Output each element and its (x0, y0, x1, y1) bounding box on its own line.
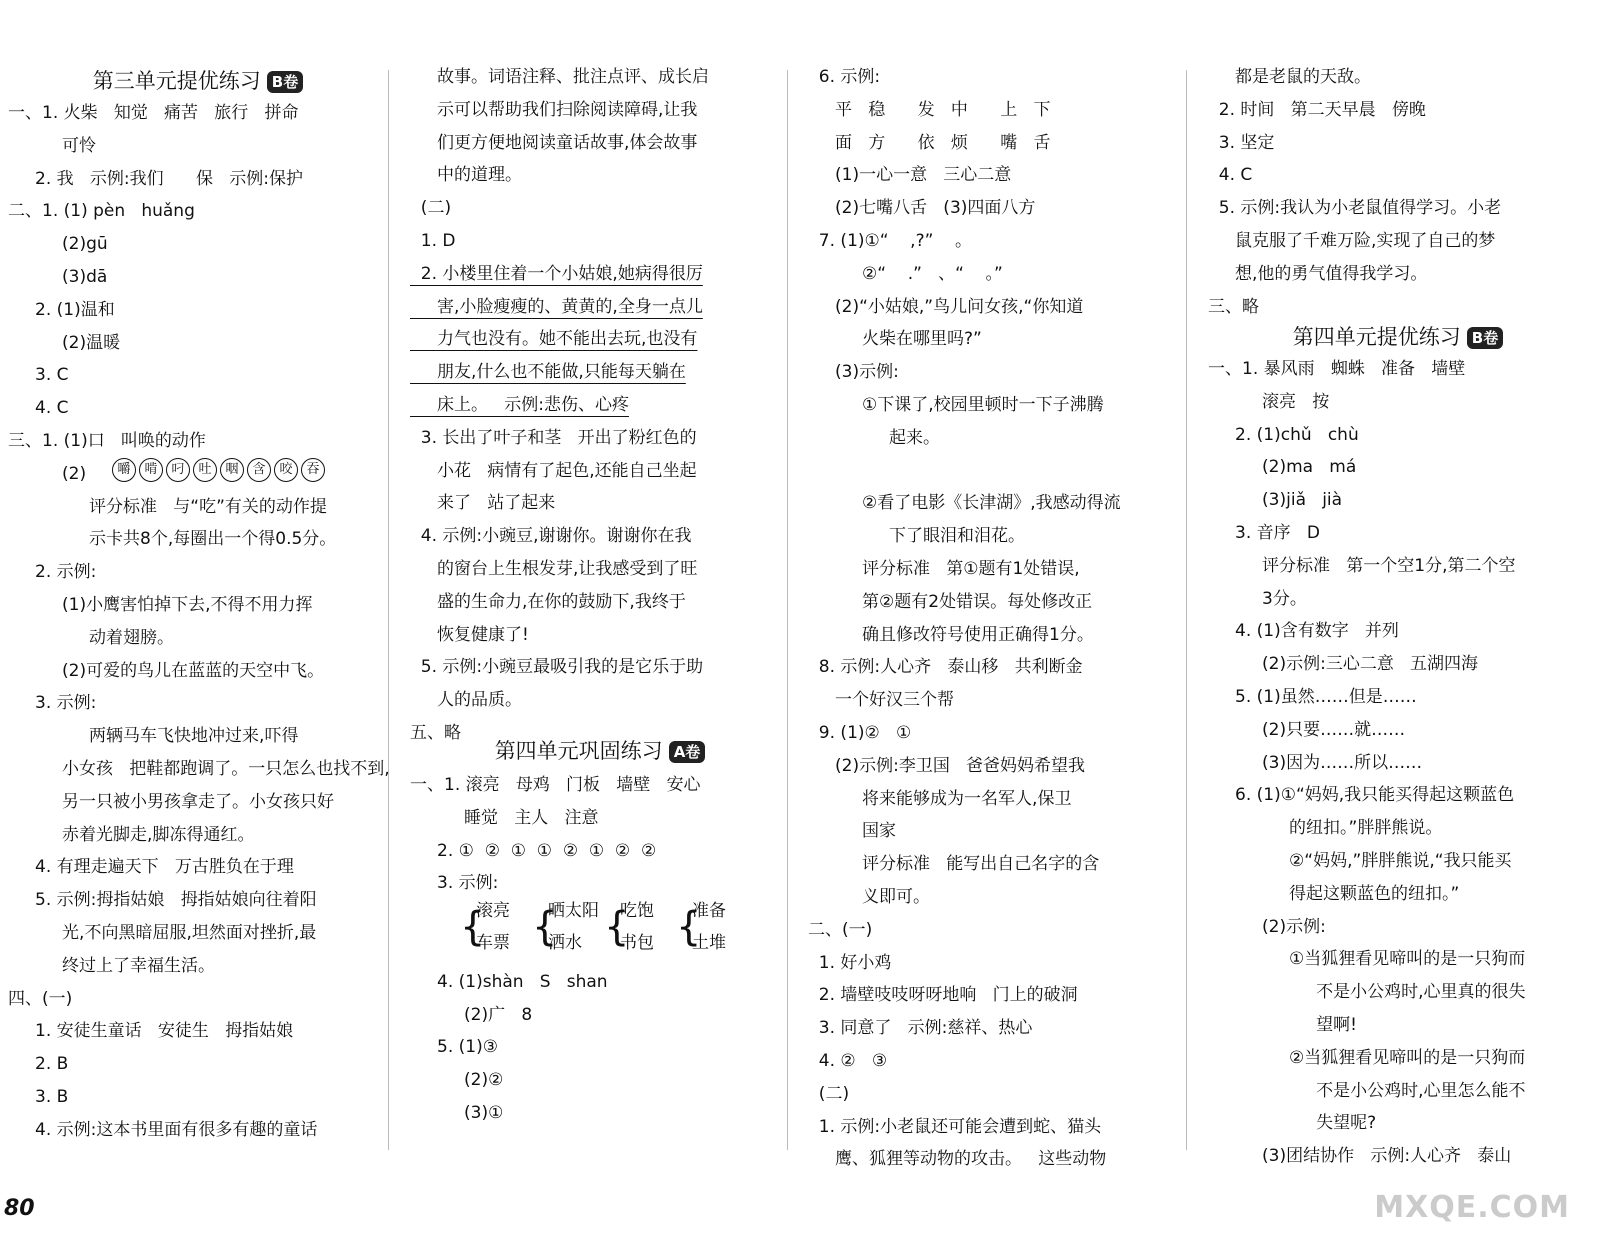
answer-line: 3分。 (1208, 588, 1307, 609)
answer-line: 两辆马车飞快地冲过来,吓得 (8, 726, 299, 747)
circled-char: 嚼 (112, 458, 136, 482)
badge-a: A卷 (669, 741, 706, 763)
answer-line: 2. B (8, 1054, 69, 1075)
answer-line: 动着翅膀。 (8, 627, 175, 648)
answer-line: 4. (1)含有数字 并列 (1208, 621, 1399, 642)
answer-line: 1. D (410, 231, 456, 251)
answer-line: 2. (1)温和 (8, 299, 115, 320)
answer-line: 1. 好小鸡 (808, 952, 892, 973)
answer-line: (二) (410, 198, 452, 219)
answer-line: 赤着光脚走,脚冻得通红。 (8, 824, 255, 845)
answer-line: (3)因为……所以…… (1208, 752, 1423, 773)
circled-chars-row (112, 458, 328, 482)
answer-line: 2. 墙壁吱吱呀呀地响 门上的破洞 (808, 985, 1078, 1006)
answer-line: (2)温暖 (8, 332, 121, 353)
brace-word: 书包 (620, 933, 654, 953)
badge-b: B卷 (267, 71, 303, 93)
answer-line: (1)一心一意 三心二意 (808, 165, 1012, 186)
answer-line: 起来。 (808, 427, 941, 448)
answer-line: 都是老鼠的天敌。 (1208, 67, 1372, 87)
answer-line: 1. 示例:小老鼠还可能会遭到蛇、猫头 (808, 1116, 1102, 1137)
answer-line: 评分标准 第一个空1分,第二个空 (1208, 555, 1516, 576)
answer-line: (3)团结协作 示例:人心齐 泰山 (1208, 1146, 1512, 1167)
circled-char: 叼 (166, 458, 190, 482)
answer-line: 2. 时间 第二天早晨 傍晚 (1208, 99, 1426, 120)
answer-line: 四、(一) (8, 988, 73, 1009)
brace-word: 滚亮 (476, 901, 510, 921)
answer-line: 一、1. 暴风雨 蜘蛛 准备 墙壁 (1208, 359, 1466, 379)
brace-word: 土堆 (692, 933, 726, 953)
answer-line: 8. 示例:人心齐 泰山移 共利断金 (808, 657, 1083, 678)
answer-line: (2)广 8 (410, 1004, 533, 1025)
answer-line: 4. C (8, 398, 69, 419)
answer-line: (3)示例: (808, 362, 899, 383)
answer-line: ①下课了,校园里顿时一下子沸腾 (808, 395, 1104, 415)
brace-mark: { (676, 904, 702, 950)
answer-line: (2)只要……就…… (1208, 719, 1406, 740)
answer-line: 2. (1)chǔ chù (1208, 424, 1359, 445)
answer-line: 五、略 (410, 723, 461, 743)
answer-line: (1)小鹰害怕掉下去,不得不用力挥 (8, 595, 313, 615)
answer-line: 3. 音序 D (1208, 523, 1320, 543)
answer-line: (2)ma má (1208, 457, 1357, 478)
answer-line: 3. 同意了 示例:慈祥、热心 (808, 1018, 1033, 1039)
answer-line: 失望呢? (1208, 1113, 1377, 1134)
answer-line: 2. ① ② ① ① ② ① ② ② (410, 840, 657, 861)
answer-line: 不是小公鸡时,心里真的很失 (1208, 982, 1526, 1003)
answer-line: 不是小公鸡时,心里怎么能不 (1208, 1080, 1526, 1101)
answer-line: 7. (1)①“ ,?” 。 (808, 231, 973, 251)
column-divider (787, 70, 788, 1150)
answer-line: 第②题有2处错误。每处修改正 (808, 591, 1093, 612)
answer-line: 人的品质。 (410, 690, 523, 711)
answer-line: 示可以帮助我们扫除阅读障碍,让我 (410, 99, 698, 120)
answer-line: 故事。词语注释、批注点评、成长启 (410, 67, 710, 87)
answer-line: 3. 坚定 (1208, 132, 1275, 153)
brace-mark: { (460, 904, 486, 950)
section-title: 第三单元提优练习 (92, 69, 261, 93)
answer-line: 另一只被小男孩拿走了。小女孩只好 (8, 791, 335, 812)
answer-line: 2. 我 示例:我们 保 示例:保护 (8, 168, 303, 189)
answer-line: 平 稳 发 中 上 下 (808, 99, 1051, 120)
answer-line: 6. (1)①“妈妈,我只能买得起这颗蓝色 (1208, 785, 1515, 806)
answer-line: 5. 示例:小豌豆最吸引我的是它乐于助 (410, 657, 704, 678)
brace-mark: { (532, 904, 558, 950)
answer-line: 5. 示例:我认为小老鼠值得学习。小老 (1208, 198, 1502, 219)
answer-line: 4. (1)shàn S shan (410, 971, 608, 992)
answer-line: 评分标准 第①题有1处错误, (808, 559, 1080, 579)
circled-char: 吐 (193, 458, 217, 482)
answer-line: 二、1. (1) pèn huǎng (8, 201, 195, 222)
answer-line: 力气也没有。她不能出去玩,也没有 (410, 329, 698, 350)
answer-line: 可怜 (8, 135, 97, 156)
answer-line: 鼠克服了千难万险,实现了自己的梦 (1208, 231, 1496, 251)
circled-char: 含 (247, 458, 271, 482)
answer-line: 一个好汉三个帮 (808, 690, 955, 711)
answer-line: 4. 有理走遍天下 万古胜负在于理 (8, 857, 294, 878)
answer-line: (2)示例: (1208, 916, 1326, 937)
answer-line: ②看了电影《长津湖》,我感动得流 (808, 493, 1121, 514)
answer-line: ②“ .” 、“ 。” (808, 263, 1003, 284)
answer-line: 4. C (1208, 165, 1253, 186)
answer-line: (2)七嘴八舌 (3)四面八方 (808, 198, 1036, 219)
answer-line: (2)② (410, 1070, 504, 1091)
answer-line: 3. C (8, 365, 69, 386)
answer-line: 朋友,什么也不能做,只能每天躺在 (410, 362, 686, 383)
answer-line: (2)示例:李卫国 爸爸妈妈希望我 (808, 755, 1086, 776)
brace-word: 准备 (692, 901, 726, 921)
section-heading-unit4-b (1208, 320, 1588, 354)
column-divider (1186, 70, 1187, 1150)
answer-line: 二、(一) (808, 919, 873, 940)
answer-line: 评分标准 能写出自己名字的含 (808, 854, 1100, 875)
answer-line: 5. (1)虽然……但是…… (1208, 687, 1417, 707)
column-divider (388, 70, 389, 1150)
brace-word: 洒水 (548, 933, 582, 953)
answer-line: (3)dā (8, 267, 108, 287)
answer-line: 6. 示例: (808, 67, 881, 87)
answer-line: 1. 安徒生童话 安徒生 拇指姑娘 (8, 1021, 294, 1042)
answer-line: 一、1. 火柴 知觉 痛苦 旅行 拼命 (8, 103, 299, 123)
answer-line: 三、1. (1)口 叫唤的动作 (8, 431, 206, 451)
answer-line: 将来能够成为一名军人,保卫 (808, 788, 1072, 809)
answer-line: 得起这颗蓝色的纽扣。” (1208, 883, 1460, 904)
brace-word: 晒太阳 (548, 901, 599, 921)
brace-word: 车票 (476, 933, 510, 953)
answer-line: 小花 病情有了起色,还能自己坐起 (410, 460, 697, 481)
answer-line: 床上。 示例:悲伤、心疼 (410, 395, 629, 415)
answer-line: 小女孩 把鞋都跑调了。一只怎么也找不到, (8, 759, 390, 779)
answer-line: 望啊! (1208, 1015, 1357, 1035)
page-number: 80 (4, 1196, 35, 1221)
answer-line: 示卡共8个,每圈出一个得0.5分。 (8, 529, 337, 550)
answer-line: (2)可爱的鸟儿在蓝蓝的天空中飞。 (8, 660, 325, 681)
answer-line: ①当狐狸看见啼叫的是一只狗而 (1208, 949, 1526, 970)
brace-word: 吃饱 (620, 901, 654, 921)
answer-line: 一、1. 滚亮 母鸡 门板 墙壁 安心 (410, 775, 701, 795)
answer-line: (3)① (410, 1103, 504, 1123)
circled-char: 啃 (139, 458, 163, 482)
answer-line: 4. 示例:小豌豆,谢谢你。谢谢你在我 (410, 526, 692, 547)
answer-line: 9. (1)② ① (808, 723, 912, 743)
answer-line: ②“妈妈,”胖胖熊说,“我只能买 (1208, 851, 1512, 871)
answer-line: 3. 示例: (8, 693, 97, 714)
answer-line: 中的道理。 (410, 165, 523, 186)
answer-line: 义即可。 (808, 887, 931, 907)
answer-line: 滚亮 按 (1208, 391, 1330, 412)
answer-line: (2) (8, 463, 87, 484)
answer-line: 想,他的勇气值得我学习。 (1208, 263, 1428, 284)
answer-line: 3. B (8, 1087, 69, 1107)
answer-line: 终过上了幸福生活。 (8, 955, 216, 976)
answer-line: (二) (808, 1083, 850, 1104)
answer-line: 5. (1)③ (410, 1037, 498, 1058)
answer-line: 国家 (808, 821, 897, 842)
answer-line: 的窗台上生根发芽,让我感受到了旺 (410, 559, 698, 579)
answer-line: 害,小脸瘦瘦的、黄黄的,全身一点儿 (410, 296, 703, 317)
answer-line: 三、略 (1208, 296, 1259, 317)
circled-char: 吞 (301, 458, 325, 482)
answer-line: 鹰、狐狸等动物的攻击。 这些动物 (808, 1149, 1107, 1170)
answer-line: 睡觉 主人 注意 (410, 807, 599, 828)
answer-line: 4. 示例:这本书里面有很多有趣的童话 (8, 1119, 318, 1140)
answer-line: 火柴在哪里吗?” (808, 329, 982, 350)
answer-line: 来了 站了起来 (410, 493, 556, 514)
answer-line: 3. 示例: (410, 873, 499, 894)
watermark: MXQE.COM (1374, 1190, 1570, 1225)
answer-line: (2)示例:三心二意 五湖四海 (1208, 654, 1479, 675)
answer-line: 3. 长出了叶子和茎 开出了粉红色的 (410, 427, 697, 448)
answer-line: 下了眼泪和泪花。 (808, 526, 1026, 547)
answer-line: (2)“小姑娘,”鸟儿问女孩,“你知道 (808, 296, 1084, 317)
answer-line: 们更方便地阅读童话故事,体会故事 (410, 132, 698, 153)
circled-char: 咬 (274, 458, 298, 482)
section-title: 第四单元巩固练习 (494, 739, 663, 763)
answer-line: 2. 小楼里住着一个小姑娘,她病得很厉 (410, 263, 703, 284)
badge-b: B卷 (1467, 327, 1503, 349)
answer-line: 评分标准 与“吃”有关的动作提 (8, 496, 327, 517)
answer-line: 光,不向黑暗屈服,坦然面对挫折,最 (8, 923, 317, 943)
section-heading-unit3-b (8, 64, 388, 98)
answer-line: 确且修改符号使用正确得1分。 (808, 624, 1094, 645)
answer-line: 恢复健康了! (410, 624, 529, 645)
section-title: 第四单元提优练习 (1292, 325, 1461, 349)
circled-char: 咽 (220, 458, 244, 482)
answer-line: 5. 示例:拇指姑娘 拇指姑娘向往着阳 (8, 890, 317, 911)
answer-line: 4. ② ③ (808, 1051, 888, 1071)
answer-line: (3)jiǎ jià (1208, 490, 1343, 511)
answer-line: 盛的生命力,在你的鼓励下,我终于 (410, 591, 686, 612)
answer-line: 的纽扣。”胖胖熊说。 (1208, 818, 1443, 839)
section-heading-unit4-a (410, 734, 790, 768)
answer-line: 面 方 依 烦 嘴 舌 (808, 132, 1051, 153)
answer-line: (2)gū (8, 234, 108, 255)
answer-line: 2. 示例: (8, 562, 97, 583)
answer-line: ②当狐狸看见啼叫的是一只狗而 (1208, 1047, 1526, 1068)
brace-mark: { (604, 904, 630, 950)
